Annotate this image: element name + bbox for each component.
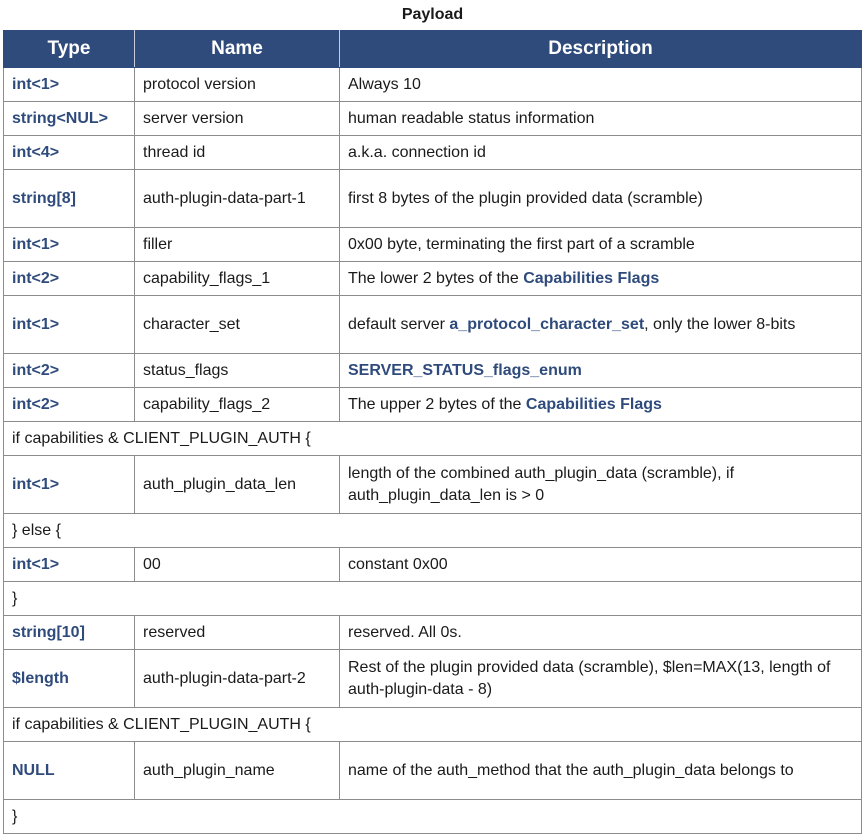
header-name: Name	[135, 31, 340, 68]
conditional-cell: } else {	[4, 514, 862, 548]
name-cell: auth-plugin-data-part-1	[135, 170, 340, 228]
name-cell: 00	[135, 548, 340, 582]
type-cell: string[10]	[4, 616, 135, 650]
conditional-cell: }	[4, 582, 862, 616]
header-description: Description	[340, 31, 862, 68]
conditional-cell: }	[4, 800, 862, 834]
table-row	[4, 742, 862, 800]
type-cell: int<1>	[4, 456, 135, 514]
type-cell: int<1>	[4, 296, 135, 354]
table-row	[4, 68, 862, 102]
table-row	[4, 228, 862, 262]
name-cell: thread id	[135, 136, 340, 170]
description-text: The lower 2 bytes of the	[348, 269, 524, 287]
capabilities-flags-link[interactable]: Capabilities Flags	[523, 269, 660, 287]
name-cell: status_flags	[135, 354, 340, 388]
table-row	[4, 296, 862, 354]
description-cell: length of the combined auth_plugin_data (scramble), if auth_plugin_data_len is > 0	[340, 456, 862, 514]
type-cell: $length	[4, 650, 135, 708]
description-cell: a.k.a. connection id	[340, 136, 862, 170]
table-row	[4, 616, 862, 650]
name-cell: auth-plugin-data-part-2	[135, 650, 340, 708]
description-cell	[340, 388, 862, 422]
description-cell: 0x00 byte, terminating the first part of a scramble	[340, 228, 862, 262]
description-cell: human readable status information	[340, 102, 862, 136]
description-cell	[340, 296, 862, 354]
description-text: , only the lower 8-bits	[644, 315, 796, 333]
type-cell: int<2>	[4, 388, 135, 422]
description-cell: Always 10	[340, 68, 862, 102]
table-row	[4, 262, 862, 296]
name-cell: auth_plugin_data_len	[135, 456, 340, 514]
table-row	[4, 354, 862, 388]
conditional-row	[4, 514, 862, 548]
conditional-row	[4, 708, 862, 742]
capabilities-flags-link[interactable]: Capabilities Flags	[525, 395, 662, 413]
type-cell: int<2>	[4, 354, 135, 388]
type-cell: string<NUL>	[4, 102, 135, 136]
name-cell: auth_plugin_name	[135, 742, 340, 800]
table-caption: Payload	[401, 6, 464, 23]
description-cell: Rest of the plugin provided data (scramble), $len=MAX(13, length of auth-plugin-data - 8)	[340, 650, 862, 708]
name-cell: filler	[135, 228, 340, 262]
server-status-flags-link[interactable]: SERVER_STATUS_flags_enum	[348, 361, 582, 379]
table-row	[4, 650, 862, 708]
table-row	[4, 102, 862, 136]
description-cell: reserved. All 0s.	[340, 616, 862, 650]
type-cell: NULL	[4, 742, 135, 800]
description-text: default server	[348, 315, 450, 333]
type-cell: int<2>	[4, 262, 135, 296]
name-cell: capability_flags_2	[135, 388, 340, 422]
conditional-row	[4, 800, 862, 834]
conditional-cell: if capabilities & CLIENT_PLUGIN_AUTH {	[4, 708, 862, 742]
description-cell: constant 0x00	[340, 548, 862, 582]
description-cell: name of the auth_method that the auth_plugin_data belongs to	[340, 742, 862, 800]
type-cell: int<1>	[4, 548, 135, 582]
table-row	[4, 170, 862, 228]
table-row	[4, 388, 862, 422]
header-type: Type	[4, 31, 135, 68]
description-cell	[340, 262, 862, 296]
character-set-link[interactable]: a_protocol_character_set	[449, 315, 645, 333]
description-cell: first 8 bytes of the plugin provided data (scramble)	[340, 170, 862, 228]
type-cell: int<1>	[4, 68, 135, 102]
description-text: The upper 2 bytes of the	[348, 395, 526, 413]
name-cell: protocol version	[135, 68, 340, 102]
type-cell: int<4>	[4, 136, 135, 170]
name-cell: capability_flags_1	[135, 262, 340, 296]
table-row	[4, 456, 862, 514]
payload-table	[3, 30, 862, 834]
name-cell: reserved	[135, 616, 340, 650]
header-row	[4, 31, 862, 68]
type-cell: int<1>	[4, 228, 135, 262]
table-row	[4, 548, 862, 582]
conditional-row	[4, 582, 862, 616]
table-row	[4, 136, 862, 170]
type-cell: string[8]	[4, 170, 135, 228]
conditional-row	[4, 422, 862, 456]
name-cell: character_set	[135, 296, 340, 354]
description-cell	[340, 354, 862, 388]
name-cell: server version	[135, 102, 340, 136]
conditional-cell: if capabilities & CLIENT_PLUGIN_AUTH {	[4, 422, 862, 456]
